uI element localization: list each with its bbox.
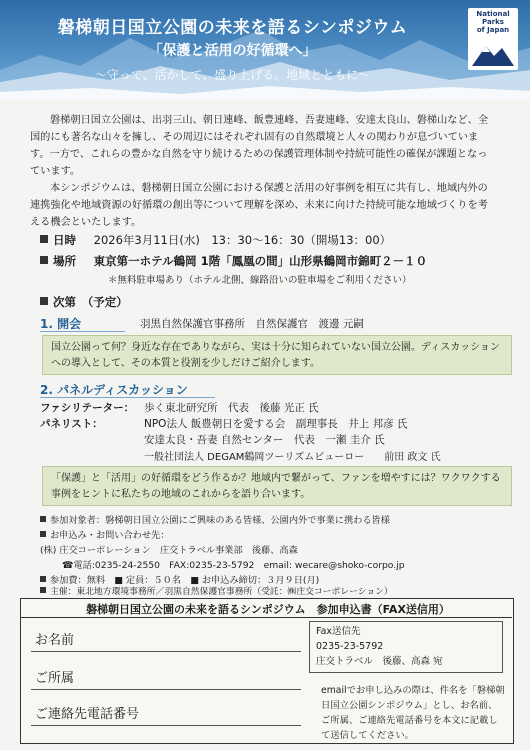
bullet-square [40,297,48,305]
date-row [40,232,391,248]
event-title: 磐梯朝日国立公園の未来を語るシンポジウム [57,18,408,38]
email-instructions: emailでお申し込みの際は、件名を「磐梯朝日国立公園シンポジウム」とし、お名前、ご所属、ご連絡先電話番号を本文に記載して送信してください。 [321,685,505,741]
national-parks-logo [468,8,518,70]
form-title: 磐梯朝日国立公園の未来を語るシンポジウム 参加申込書（FAX送信用） [86,603,450,616]
section-panel-title: 2. パネルディスカッション [40,383,188,397]
venue-row [40,253,427,269]
host-row [40,584,393,597]
contact-phone: ☎電話:0235-24-2550 FAX:0235-23-5792 email: wecare@shoko-corpo.jp [62,560,405,571]
fax-destination-box [309,621,503,673]
contact-label: お申込み・お問い合わせ先： [50,530,170,541]
opening-speaker: 羽黒自然保護官事務所 自然保護官 渡邊 元嗣 [140,318,364,330]
host-text: 主催：東北地方環境事務所／羽黒自然保護官事務所（受託：㈱庄交コーポレーション） [50,587,393,597]
intro-paragraph-2: 本シンポジウムは、磐梯朝日国立公園における保護と活用の好事例を相互に共有し、地域内外の連携強化や地域資源の好循環の創出等について理解を深め、未来に向けた持続可能な地域づくりを考える機会といたします。 [30,183,488,228]
fax-heading: Fax送信先 [316,626,361,637]
bullet-square [40,576,46,582]
header-banner [0,0,530,100]
date-label: 日時 [53,233,76,247]
phone-field-label: ご連絡先電話番号 [35,707,140,722]
venue-label: 場所 [53,254,76,268]
opening-description-box: 国立公園って何？身近な存在でありながら、実は十分に知られていない国立公園。ディスカッションへの導入として、その本質と役割を少しだけご紹介します。 [42,335,512,375]
section-underline [40,331,125,332]
form-divider [21,617,512,618]
parking-note: ＊無料駐車場あり（ホテル北側、線路沿いの駐車場をご利用ください） [108,275,412,286]
program-row [40,294,128,310]
panel-description-box: 「保護」と「活用」の好循環をどう作るか？地域内で繋がって、ファンを増やすには？ワクワクする事例をヒントに私たちの地域のこれからを語り合います。 [42,466,512,506]
event-tagline: ～守って、活かして、盛り上げる。地域とともに～ [94,68,371,82]
bullet-square [40,587,46,593]
bullet-square [40,256,48,264]
panelist-2: 安達太良・吾妻 自然センター 代表 一瀬 圭介 氏 [144,434,385,446]
event-subtitle: 「保護と活用の好循環へ」 [148,43,317,59]
bullet-square [40,531,46,537]
contact-label-row [40,527,169,541]
logo-text: National Parks of Japan [476,10,510,34]
facilitator-label: ファシリテーター： [40,402,135,414]
target-text: 参加対象者：磐梯朝日国立公園にご興味のある皆様、公園内外で事業に携わる皆様 [50,515,390,526]
target-row [40,512,390,526]
section-underline [40,397,215,398]
mountain-logo-icon [472,42,514,66]
panelist-1: NPO法人 飯豊朝日を愛する会 副理事長 井上 邦彦 氏 [144,418,408,430]
section-opening-title: 1. 開会 [40,317,82,331]
panelist-label: パネリスト： [40,418,103,430]
bullet-square [40,516,46,522]
fee-text: 参加費：無料 ■ 定員：５０名 ■ お申込み締切：３月９日(月) [50,575,320,586]
phone-field[interactable] [31,725,301,726]
name-field[interactable] [31,651,301,652]
program-label: 次第 （予定） [53,295,128,309]
panelist-3: 一般社団法人 DEGAM鶴岡ツーリズムビューロー 前田 政文 氏 [144,452,441,463]
bullet-square [40,235,48,243]
affiliation-field[interactable] [31,689,301,690]
venue-value: 東京第一ホテル鶴岡 1階「鳳凰の間」山形県鶴岡市錦町２－１０ [93,254,428,268]
intro-paragraph-1: 磐梯朝日国立公園は、出羽三山、朝日連峰、飯豊連峰、吾妻連峰、安達太良山、磐梯山など、全国的にも著名な山々を擁し、その周辺にはそれぞれ固有の自然環境と人々の関わりが息づいています。一方で、これらの豊かな自然を守り続けるための保護管理体制や持続可能性の確保が課題となっています。 [30,115,489,177]
fax-recipient: 庄交トラベル 後藤、高森 宛 [316,656,443,667]
date-value: 2026年3月11日(水) 13：30～16：30（開場13：00） [93,233,392,247]
fax-number: 0235-23-5792 [316,641,384,652]
contact-org: (株) 庄交コーポレーション 庄交トラベル事業部 後藤、高森 [40,545,298,556]
application-form [20,598,514,744]
name-field-label: お名前 [35,633,75,648]
facilitator-name: 歩く東北研究所 代表 後藤 光正 氏 [144,402,319,414]
affiliation-field-label: ご所属 [35,671,75,686]
